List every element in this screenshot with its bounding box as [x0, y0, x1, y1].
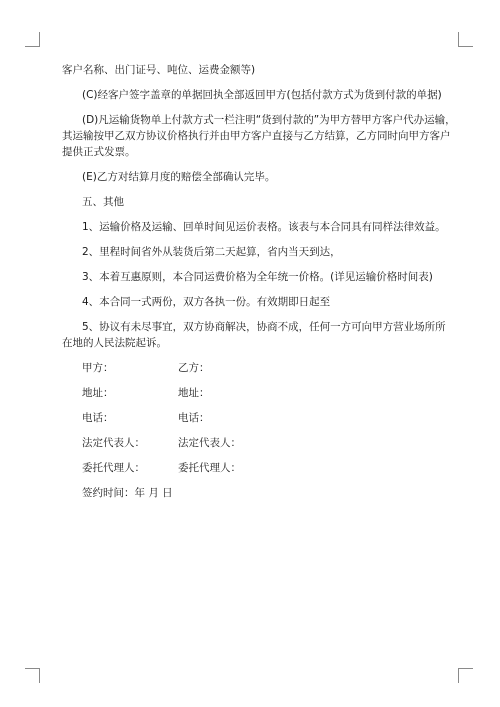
- signature-row: [82, 360, 442, 376]
- paragraph-line: 5、协议有未尽事宜，双方协商解决，协商不成，任何一方可向甲方营业场所所: [82, 321, 446, 333]
- crop-mark-top-right: [458, 32, 473, 47]
- paragraph: [62, 62, 442, 78]
- paragraph: [62, 112, 456, 160]
- party-b-field-label: 地址：: [178, 387, 210, 399]
- paragraph: [62, 169, 442, 185]
- paragraph-line: 1、运输价格及运输、回单时间见运价表格。该表与本合同具有同样法律效益。: [82, 221, 446, 233]
- party-b-field-label: 法定代表人：: [178, 437, 241, 449]
- signature-table: [82, 360, 442, 476]
- signature-row: [82, 385, 442, 401]
- paragraph-line: 3、本着互惠原则，本合同运费价格为全年统一价格。(详见运输价格时间表): [82, 271, 433, 283]
- crop-mark-bottom-right: [458, 668, 473, 683]
- party-a-field-label: 地址：: [82, 387, 114, 399]
- paragraph-list: [62, 62, 456, 351]
- paragraph: [62, 319, 446, 351]
- paragraph-line: 客户名称、出门证号、吨位、运费金额等): [62, 64, 256, 76]
- paragraph: [62, 194, 442, 210]
- party-a-field-label: 电话：: [82, 412, 114, 424]
- signature-row: [82, 410, 442, 426]
- paragraph-line: 在地的人民法院起诉。: [62, 337, 167, 349]
- paragraph-line: (D)凡运输货物单上付款方式一栏注明“货到付款的”为甲方替甲方客户代办运输，: [82, 114, 456, 126]
- paragraph-line: 4、本合同一式两份，双方各执一份。有效期即日起至: [82, 296, 331, 308]
- party-b-field-label: 电话：: [178, 412, 210, 424]
- party-a-field-label: 委托代理人：: [82, 462, 145, 474]
- party-a-field-label: 甲方：: [82, 362, 114, 374]
- paragraph-line: (E)乙方对结算月度的赔偿全部确认完毕。: [82, 171, 276, 183]
- signature-row: [82, 460, 442, 476]
- paragraph: [62, 244, 442, 260]
- paragraph: [62, 87, 442, 103]
- paragraph-line: 五、其他: [82, 196, 124, 208]
- party-a-field-label: 法定代表人：: [82, 437, 145, 449]
- sign-time: 签约时间：年 月 日: [82, 487, 173, 499]
- paragraph: [62, 294, 442, 310]
- signature-row: [82, 435, 442, 451]
- party-b-field-label: 乙方：: [178, 362, 210, 374]
- crop-mark-top-left: [25, 32, 40, 47]
- paragraph-line: 其运输按甲乙双方协议价格执行并由甲方客户直接与乙方结算，乙方同时向甲方客户: [62, 130, 451, 142]
- paragraph-line: (C)经客户签字盖章的单据回执全部返回甲方(包括付款方式为货到付款的单据): [82, 89, 442, 101]
- paragraph-line: 提供正式发票。: [62, 146, 136, 158]
- paragraph: [62, 219, 446, 235]
- paragraph: [62, 269, 442, 285]
- document-body: [62, 62, 456, 501]
- paragraph-line: 2、里程时间省外从装货后第二天起算，省内当天到达，: [82, 246, 341, 258]
- party-b-field-label: 委托代理人：: [178, 462, 241, 474]
- crop-mark-bottom-left: [25, 668, 40, 683]
